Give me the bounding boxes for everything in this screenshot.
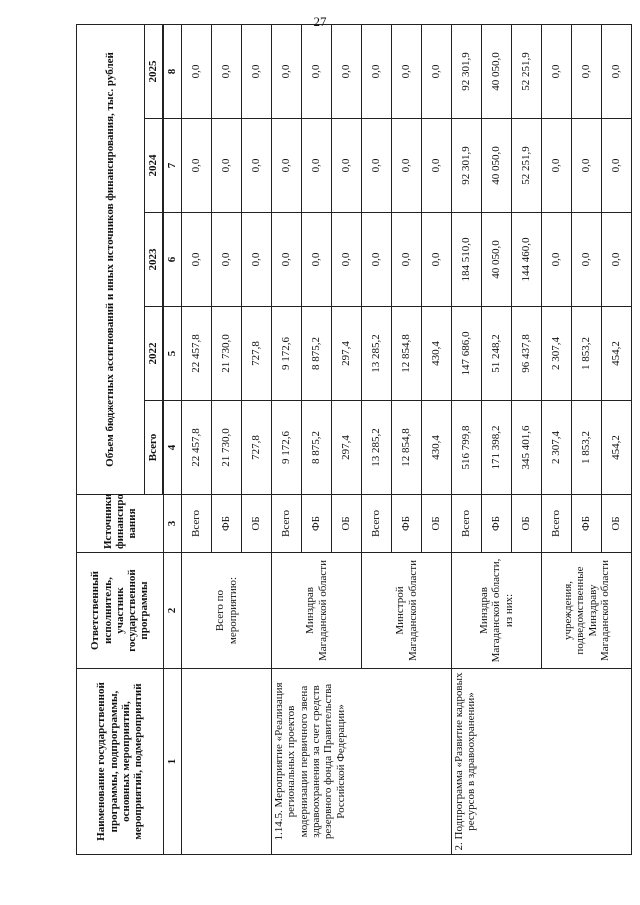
rotated-table-wrapper <box>76 25 623 855</box>
column-index: 2 <box>164 553 182 669</box>
source-cell: Всего <box>362 495 392 553</box>
responsible-cell: Минстрой Магаданской области <box>362 553 452 669</box>
amount-cell: 0,0 <box>272 213 302 307</box>
amount-cell: 0,0 <box>542 119 572 213</box>
source-cell: ФБ <box>392 495 422 553</box>
amount-cell: 0,0 <box>602 119 632 213</box>
source-cell: ОБ <box>422 495 452 553</box>
header-volume: Объем бюджетных ассигнований и иных источников финансирования, тыс. рублей <box>77 24 145 494</box>
column-index: 6 <box>164 213 182 307</box>
amount-cell: 430,4 <box>422 401 452 495</box>
amount-cell: 9 172,6 <box>272 401 302 495</box>
amount-cell: 0,0 <box>572 213 602 307</box>
amount-cell: 40 050,0 <box>482 24 512 118</box>
amount-cell: 8 875,2 <box>302 401 332 495</box>
responsible-cell: учреждения, подведомственные Минздраву Магаданской области <box>542 553 632 669</box>
amount-cell: 430,4 <box>422 307 452 401</box>
amount-cell: 516 799,8 <box>452 401 482 495</box>
table-row <box>272 24 302 854</box>
amount-cell: 147 686,0 <box>452 307 482 401</box>
amount-cell: 2 307,4 <box>542 307 572 401</box>
amount-cell: 0,0 <box>362 213 392 307</box>
program-name-cell: 2. Подпрограмма «Развитие кадровых ресурсов в здравоохранении» <box>452 669 632 855</box>
amount-cell: 0,0 <box>242 119 272 213</box>
amount-cell: 727,8 <box>242 307 272 401</box>
source-cell: ФБ <box>212 495 242 553</box>
amount-cell: 184 510,0 <box>452 213 482 307</box>
amount-cell: 0,0 <box>602 24 632 118</box>
amount-cell: 454,2 <box>602 401 632 495</box>
header-row-1 <box>77 24 145 854</box>
amount-cell: 0,0 <box>182 213 212 307</box>
amount-cell: 21 730,0 <box>212 307 242 401</box>
amount-cell: 12 854,8 <box>392 307 422 401</box>
column-index: 5 <box>164 307 182 401</box>
amount-cell: 144 460,0 <box>512 213 542 307</box>
header-responsible: Ответственный исполнитель, участник государственной программы <box>77 553 164 669</box>
source-cell: Всего <box>272 495 302 553</box>
header-program-name: Наименование государственной программы, подпрограммы, основных мероприятий, мероприятий, подмероприятий <box>77 669 164 855</box>
amount-cell: 297,4 <box>332 307 362 401</box>
amount-cell: 40 050,0 <box>482 119 512 213</box>
amount-cell: 727,8 <box>242 401 272 495</box>
column-index-row <box>164 24 182 854</box>
amount-cell: 2 307,4 <box>542 401 572 495</box>
amount-cell: 0,0 <box>302 119 332 213</box>
source-cell: Всего <box>542 495 572 553</box>
column-index: 1 <box>164 669 182 855</box>
responsible-cell: Минздрав Магаданской области, из них: <box>452 553 542 669</box>
amount-cell: 0,0 <box>182 119 212 213</box>
amount-cell: 22 457,8 <box>182 401 212 495</box>
amount-cell: 51 248,2 <box>482 307 512 401</box>
column-index: 7 <box>164 119 182 213</box>
table-row <box>182 24 212 854</box>
program-name-cell <box>182 669 272 855</box>
page-number: 27 <box>313 14 327 29</box>
column-index: 8 <box>164 24 182 118</box>
column-index: 4 <box>164 401 182 495</box>
header-year: 2024 <box>145 119 163 213</box>
header-year: 2025 <box>145 24 163 118</box>
amount-cell: 92 301,9 <box>452 24 482 118</box>
amount-cell: 0,0 <box>572 24 602 118</box>
source-cell: ФБ <box>572 495 602 553</box>
amount-cell: 1 853,2 <box>572 401 602 495</box>
source-cell: ОБ <box>602 495 632 553</box>
amount-cell: 8 875,2 <box>302 307 332 401</box>
amount-cell: 0,0 <box>422 119 452 213</box>
amount-cell: 0,0 <box>602 213 632 307</box>
source-cell: Всего <box>452 495 482 553</box>
amount-cell: 21 730,0 <box>212 401 242 495</box>
amount-cell: 0,0 <box>422 213 452 307</box>
table-body <box>164 24 632 854</box>
responsible-cell: Минздрав Магаданской области <box>272 553 362 669</box>
amount-cell: 0,0 <box>212 24 242 118</box>
amount-cell: 0,0 <box>332 24 362 118</box>
amount-cell: 92 301,9 <box>452 119 482 213</box>
responsible-cell: Всего по мероприятию: <box>182 553 272 669</box>
amount-cell: 297,4 <box>332 401 362 495</box>
amount-cell: 0,0 <box>302 24 332 118</box>
amount-cell: 0,0 <box>362 119 392 213</box>
financing-table <box>76 24 632 855</box>
header-sources: Источники финансиро вания <box>77 495 164 553</box>
amount-cell: 40 050,0 <box>482 213 512 307</box>
header-year: 2023 <box>145 213 163 307</box>
amount-cell: 13 285,2 <box>362 307 392 401</box>
amount-cell: 0,0 <box>542 213 572 307</box>
amount-cell: 454,2 <box>602 307 632 401</box>
amount-cell: 0,0 <box>182 24 212 118</box>
column-index: 3 <box>164 495 182 553</box>
amount-cell: 171 398,2 <box>482 401 512 495</box>
amount-cell: 52 251,9 <box>512 119 542 213</box>
amount-cell: 52 251,9 <box>512 24 542 118</box>
amount-cell: 13 285,2 <box>362 401 392 495</box>
amount-cell: 96 437,8 <box>512 307 542 401</box>
amount-cell: 1 853,2 <box>572 307 602 401</box>
source-cell: ФБ <box>302 495 332 553</box>
amount-cell: 0,0 <box>272 119 302 213</box>
source-cell: Всего <box>182 495 212 553</box>
amount-cell: 0,0 <box>212 119 242 213</box>
amount-cell: 22 457,8 <box>182 307 212 401</box>
amount-cell: 0,0 <box>302 213 332 307</box>
amount-cell: 0,0 <box>392 119 422 213</box>
header-year: 2022 <box>145 307 163 401</box>
amount-cell: 0,0 <box>242 213 272 307</box>
amount-cell: 0,0 <box>242 24 272 118</box>
source-cell: ФБ <box>482 495 512 553</box>
source-cell: ОБ <box>512 495 542 553</box>
amount-cell: 0,0 <box>392 213 422 307</box>
amount-cell: 0,0 <box>272 24 302 118</box>
amount-cell: 0,0 <box>542 24 572 118</box>
amount-cell: 0,0 <box>332 213 362 307</box>
amount-cell: 0,0 <box>212 213 242 307</box>
header-total: Всего <box>145 401 163 495</box>
amount-cell: 0,0 <box>572 119 602 213</box>
amount-cell: 0,0 <box>422 24 452 118</box>
amount-cell: 12 854,8 <box>392 401 422 495</box>
source-cell: ОБ <box>242 495 272 553</box>
table-row <box>452 24 482 854</box>
source-cell: ОБ <box>332 495 362 553</box>
amount-cell: 345 401,6 <box>512 401 542 495</box>
amount-cell: 0,0 <box>332 119 362 213</box>
program-name-cell: 1.14.5. Мероприятие «Реализация региональных проектов модернизации первичного звена здравоохранения за счет средств резервного фонда Правительства Российской Федерации» <box>272 669 452 855</box>
amount-cell: 0,0 <box>392 24 422 118</box>
amount-cell: 0,0 <box>362 24 392 118</box>
amount-cell: 9 172,6 <box>272 307 302 401</box>
